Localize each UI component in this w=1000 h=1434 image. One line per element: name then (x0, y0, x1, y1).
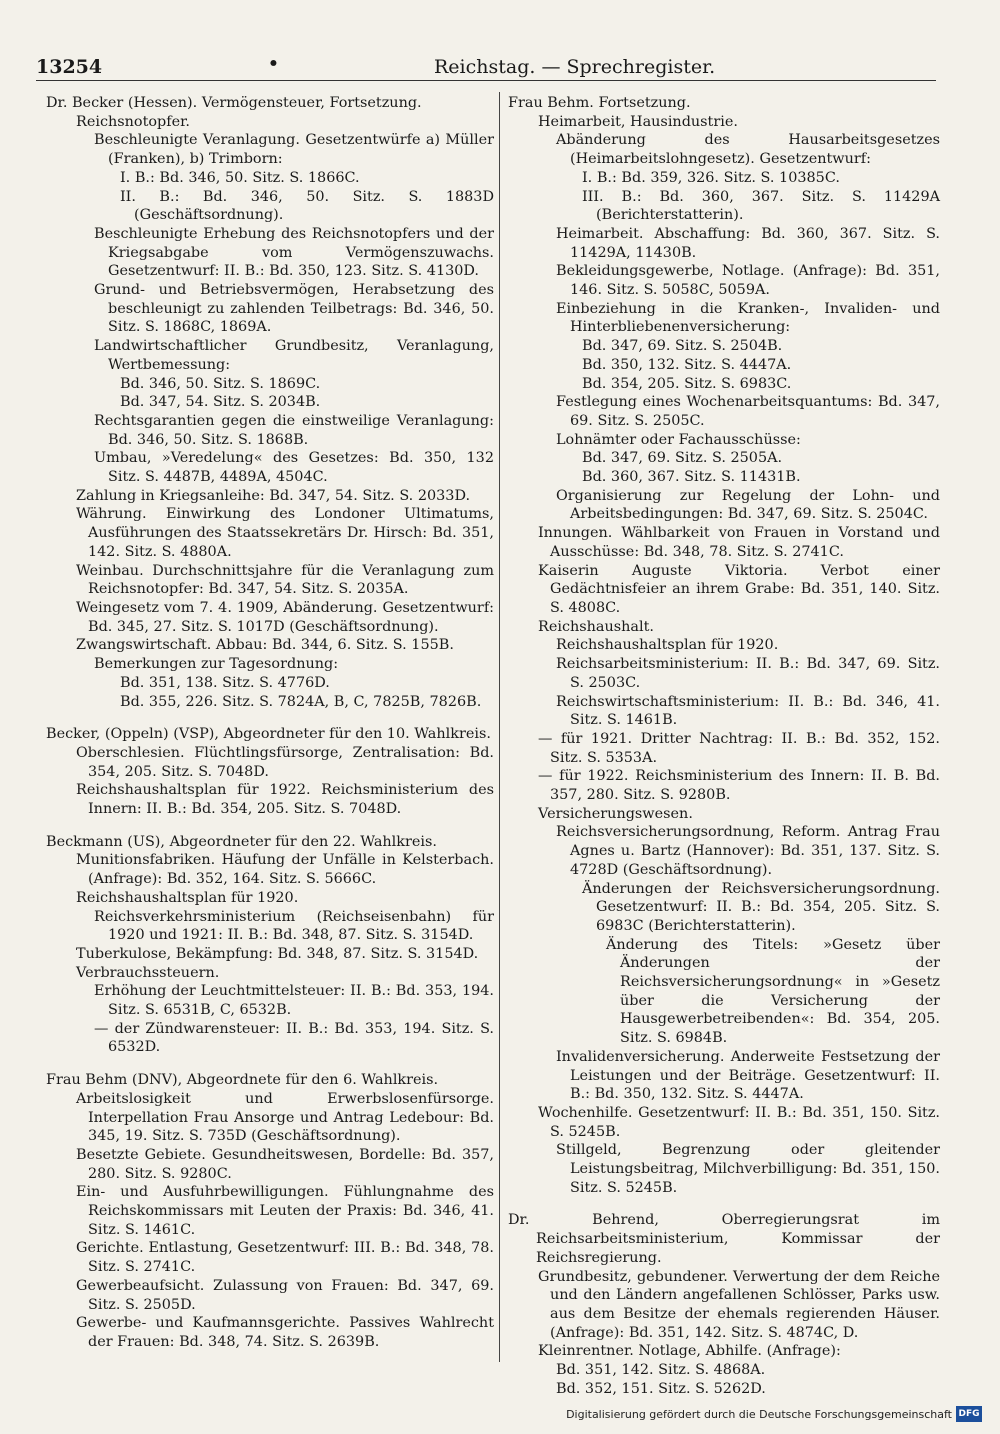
register-entry: Heimarbeit. Abschaffung: Bd. 360, 367. Sitz. S. 11429A, 11430B. (556, 225, 940, 261)
register-entry: Wochenhilfe. Gesetzentwurf: II. B.: Bd. 351, 150. Sitz. S. 5245B. (538, 1104, 940, 1140)
right-column (508, 94, 940, 1397)
register-entry: Bd. 347, 69. Sitz. S. 2504B. (582, 338, 783, 355)
page-title: Reichstag. — Sprechregister. (434, 56, 716, 78)
register-entry: Verbrauchssteuern. (76, 964, 220, 981)
page-number: 13254 (36, 56, 103, 78)
register-entry: Weingesetz vom 7. 4. 1909, Abänderung. Gesetzentwurf: Bd. 345, 27. Sitz. S. 1017D (Geschäftsordnung). (76, 599, 494, 635)
register-entry: Reichsversicherungsordnung, Reform. Antrag Frau Agnes u. Bartz (Hannover): Bd. 351, 137. Sitz. S. 4728D (Geschäftsordnung). (556, 824, 940, 878)
register-entry: Kaiserin Auguste Viktoria. Verbot einer Gedächtnisfeier an ihrem Grabe: Bd. 351, 140. Sitz. S. 4808C. (538, 562, 940, 616)
register-entry: — für 1921. Dritter Nachtrag: II. B.: Bd. 352, 152. Sitz. S. 5353A. (538, 730, 940, 766)
register-entry: Landwirtschaftlicher Grundbesitz, Veranlagung, Wertbemessung: (94, 338, 494, 373)
register-entry: Erhöhung der Leuchtmittelsteuer: II. B.: Bd. 353, 194. Sitz. S. 6531B, C, 6532B. (94, 983, 494, 1019)
register-entry: Festlegung eines Wochenarbeitsquantums: Bd. 347, 69. Sitz. S. 2505C. (556, 394, 940, 429)
register-entry: Bd. 347, 54. Sitz. S. 2034B. (120, 394, 321, 411)
left-column (46, 94, 494, 1370)
register-entry: Organisierung zur Regelung der Lohn- und Arbeitsbedingungen: Bd. 347, 69. Sitz. S. 2504C. (556, 487, 940, 523)
register-entry: Lohnämter oder Fachausschüsse: (556, 431, 801, 448)
register-entry: Munitionsfabriken. Häufung der Unfälle in Kelsterbach. (Anfrage): Bd. 352, 164. Sitz. S. 5666C. (76, 852, 494, 888)
header-dot: • (268, 54, 279, 74)
register-entry: Ein- und Ausfuhrbewilligungen. Fühlungnahme des Reichskommissars mit Leuten der Praxis: Bd. 346, 41. Sitz. S. 1461C. (76, 1184, 494, 1238)
header-rule (36, 80, 936, 81)
register-entry: Bd. 347, 69. Sitz. S. 2505A. (582, 450, 783, 467)
register-entry: Umbau, »Veredelung« des Gesetzes: Bd. 350, 132 Sitz. S. 4487B, 4489A, 4504C. (94, 450, 494, 486)
entry-gap (508, 1197, 940, 1211)
register-entry: Gewerbeaufsicht. Zulassung von Frauen: Bd. 347, 69. Sitz. S. 2505D. (76, 1277, 494, 1313)
register-entry: Änderung des Titels: »Gesetz über Änderungen der Reichsversicherungsordnung« in »Gesetz über die Versicherung der Hausgewerbetreibenden«: Bd. 354, 205. Sitz. S. 6984B. (606, 936, 940, 1047)
register-entry: Tuberkulose, Bekämpfung: Bd. 348, 87. Sitz. S. 3154D. (76, 945, 479, 962)
register-entry: Reichsverkehrsministerium (Reichseisenbahn) für 1920 und 1921: II. B.: Bd. 348, 87. Sitz. S. 3154D. (94, 908, 494, 944)
register-entry: Bd. 346, 50. Sitz. S. 1869C. (120, 375, 321, 392)
register-entry: Versicherungswesen. (538, 805, 693, 822)
register-entry: Gewerbe- und Kaufmannsgerichte. Passives Wahlrecht der Frauen: Bd. 348, 74. Sitz. S. 2639B. (76, 1315, 494, 1350)
register-entry: I. B.: Bd. 346, 50. Sitz. S. 1866C. (120, 169, 360, 186)
entry-gap (46, 711, 494, 725)
register-entry: Bd. 350, 132. Sitz. S. 4447A. (582, 356, 792, 373)
register-entry: Heimarbeit, Hausindustrie. (538, 113, 738, 130)
register-entry: Rechtsgarantien gegen die einstweilige Veranlagung: Bd. 346, 50. Sitz. S. 1868B. (94, 412, 494, 448)
register-entry: Beschleunigte Veranlagung. Gesetzentwürfe a) Müller (Franken), b) Trimborn: (94, 132, 494, 168)
register-entry: Einbeziehung in die Kranken-, Invaliden- und Hinterbliebenenversicherung: (556, 300, 940, 336)
register-entry: Zwangswirtschaft. Abbau: Bd. 344, 6. Sitz. S. 155B. (76, 637, 454, 654)
register-entry: Gerichte. Entlastung, Gesetzentwurf: III. B.: Bd. 348, 78. Sitz. S. 2741C. (76, 1240, 494, 1276)
entry-gap (46, 1057, 494, 1071)
register-entry: Reichshaushaltsplan für 1920. (556, 637, 779, 654)
register-entry: Änderungen der Reichsversicherungsordnung. Gesetzentwurf: II. B.: Bd. 354, 205. Sitz. S. 6983C (Berichterstatterin). (582, 880, 940, 934)
register-entry: Stillgeld, Begrenzung oder gleitender Leistungsbeitrag, Milchverbilligung: Bd. 351, 150. Sitz. S. 5245B. (556, 1142, 940, 1196)
register-entry: Besetzte Gebiete. Gesundheitswesen, Bordelle: Bd. 357, 280. Sitz. S. 9280C. (76, 1146, 494, 1182)
entry-gap (46, 819, 494, 833)
register-entry: Währung. Einwirkung des Londoner Ultimatums, Ausführungen des Staatssekretärs Dr. Hirsch: Bd. 351, 142. Sitz. S. 4880A. (76, 506, 494, 560)
register-entry: Bekleidungsgewerbe, Notlage. (Anfrage): Bd. 351, 146. Sitz. S. 5058C, 5059A. (556, 263, 940, 299)
register-entry: Abänderung des Hausarbeitsgesetzes (Heimarbeitslohngesetz). Gesetzentwurf: (556, 132, 940, 168)
register-entry: Bd. 355, 226. Sitz. S. 7824A, B, C, 7825B, 7826B. (120, 693, 482, 710)
register-entry: Oberschlesien. Flüchtlingsfürsorge, Zentralisation: Bd. 354, 205. Sitz. S. 7048D. (76, 744, 494, 780)
register-entry: Bd. 360, 367. Sitz. S. 11431B. (582, 469, 801, 486)
register-entry: Reichshaushaltsplan für 1920. (76, 889, 299, 906)
register-entry: II. B.: Bd. 346, 50. Sitz. S. 1883D (Geschäftsordnung). (120, 188, 494, 224)
register-entry: — für 1922. Reichsministerium des Innern: II. B. Bd. 357, 280. Sitz. S. 9280B. (538, 768, 940, 804)
register-entry: Weinbau. Durchschnittsjahre für die Veranlagung zum Reichsnotopfer: Bd. 347, 54. Sitz. S. 2035A. (76, 562, 494, 598)
register-entry: Grundbesitz, gebundener. Verwertung der dem Reiche und den Ländern angefallenen Schlösser, Parks usw. aus dem Besitze der ehemals regierenden Häuser. (Anfrage): Bd. 351, 142. Sitz. S. 4874C, D. (538, 1268, 940, 1341)
register-entry: Zahlung in Kriegsanleihe: Bd. 347, 54. Sitz. S. 2033D. (76, 487, 471, 504)
speaker-heading: Becker, (Oppeln) (VSP), Abgeordneter für den 10. Wahlkreis. (46, 726, 491, 743)
dfg-logo: DFG (956, 1406, 982, 1422)
speaker-heading: Dr. Becker (Hessen). Vermögensteuer, Fortsetzung. (46, 95, 422, 111)
column-divider (499, 92, 500, 1362)
digitization-footer (566, 1406, 982, 1422)
register-entry: Innungen. Wählbarkeit von Frauen in Vorstand und Ausschüsse: Bd. 348, 78. Sitz. S. 2741C. (538, 525, 940, 560)
speaker-heading: Dr. Behrend, Oberregierungsrat im Reichsarbeitsministerium, Kommissar der Reichsregierung. (508, 1212, 940, 1266)
register-entry: Invalidenversicherung. Anderweite Festsetzung der Leistungen und der Beiträge. Gesetzentwurf: II. B.: Bd. 350, 132. Sitz. S. 4447A. (556, 1048, 940, 1103)
register-entry: Reichsnotopfer. (76, 113, 190, 130)
register-entry: — der Zündwarensteuer: II. B.: Bd. 353, 194. Sitz. S. 6532D. (94, 1020, 494, 1056)
register-entry: III. B.: Bd. 360, 367. Sitz. S. 11429A (Berichterstatterin). (582, 188, 940, 224)
register-entry: Reichswirtschaftsministerium: II. B.: Bd. 346, 41. Sitz. S. 1461B. (556, 693, 940, 729)
speaker-heading: Frau Behm. Fortsetzung. (508, 95, 691, 111)
register-entry: I. B.: Bd. 359, 326. Sitz. S. 10385C. (582, 169, 840, 186)
register-entry: Bemerkungen zur Tagesordnung: (94, 656, 339, 673)
register-entry: Bd. 351, 138. Sitz. S. 4776D. (120, 674, 330, 691)
register-entry: Reichshaushalt. (538, 618, 654, 635)
page-header (36, 54, 936, 82)
register-entry: Bd. 352, 151. Sitz. S. 5262D. (556, 1380, 766, 1397)
register-entry: Reichsarbeitsministerium: II. B.: Bd. 347, 69. Sitz. S. 2503C. (556, 656, 940, 691)
speaker-heading: Beckmann (US), Abgeordneter für den 22. Wahlkreis. (46, 833, 437, 850)
register-entry: Bd. 351, 142. Sitz. S. 4868A. (556, 1362, 766, 1379)
footer-text: Digitalisierung gefördert durch die Deutsche Forschungsgemeinschaft (566, 1407, 952, 1421)
register-entry: Arbeitslosigkeit und Erwerbslosenfürsorge. Interpellation Frau Ansorge und Antrag Ledebour: Bd. 345, 19. Sitz. S. 735D (Geschäftsordnung). (76, 1090, 494, 1145)
register-entry: Beschleunigte Erhebung des Reichsnotopfers und der Kriegsabgabe vom Vermögenszuwachs. Gesetzentwurf: II. B.: Bd. 350, 123. Sitz. S. 4130D. (94, 225, 494, 280)
register-entry: Reichshaushaltsplan für 1922. Reichsministerium des Innern: II. B.: Bd. 354, 205. Sitz. S. 7048D. (76, 782, 494, 818)
register-entry: Kleinrentner. Notlage, Abhilfe. (Anfrage): (538, 1343, 841, 1360)
register-entry: Bd. 354, 205. Sitz. S. 6983C. (582, 375, 792, 392)
register-entry: Grund- und Betriebsvermögen, Herabsetzung des beschleunigt zu zahlenden Teilbetrags: Bd. 346, 50. Sitz. S. 1868C, 1869A. (94, 282, 494, 336)
speaker-heading: Frau Behm (DNV), Abgeordnete für den 6. Wahlkreis. (46, 1072, 439, 1089)
